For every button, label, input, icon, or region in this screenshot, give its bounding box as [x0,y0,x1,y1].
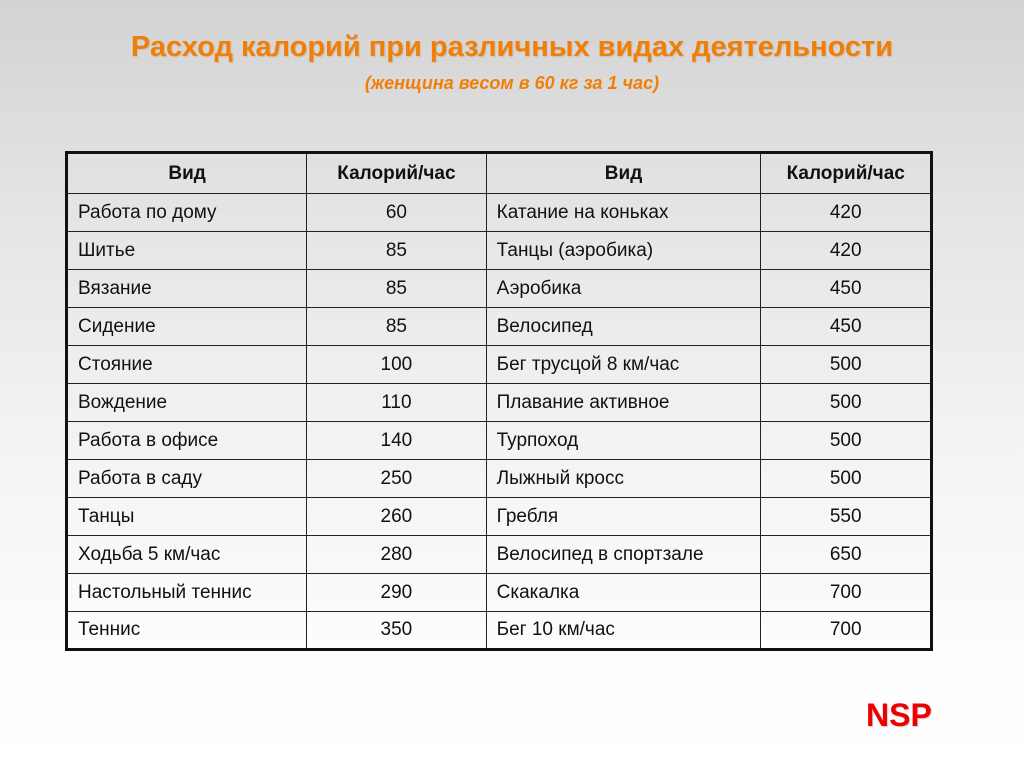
cell-activity-1: Настольный теннис [67,574,307,612]
cell-calories-2: 500 [761,346,932,384]
cell-activity-1: Стояние [67,346,307,384]
cell-activity-2: Велосипед [486,308,761,346]
cell-activity-1: Работа в офисе [67,422,307,460]
table-row [67,536,932,574]
table-row [67,422,932,460]
table-row [67,270,932,308]
cell-activity-1: Работа в саду [67,460,307,498]
cell-activity-2: Танцы (аэробика) [486,232,761,270]
cell-calories-1: 350 [307,612,486,650]
cell-activity-2: Велосипед в спортзале [486,536,761,574]
header-calories-1: Калорий/час [307,153,486,194]
table-row [67,574,932,612]
cell-calories-2: 500 [761,422,932,460]
table-row [67,308,932,346]
cell-calories-2: 500 [761,460,932,498]
cell-calories-1: 85 [307,232,486,270]
table-header [67,153,932,194]
table-row [67,612,932,650]
cell-calories-2: 700 [761,612,932,650]
cell-activity-1: Теннис [67,612,307,650]
cell-activity-1: Шитье [67,232,307,270]
header-calories-2: Калорий/час [761,153,932,194]
cell-activity-1: Ходьба 5 км/час [67,536,307,574]
cell-calories-1: 60 [307,194,486,232]
calorie-table [65,151,933,651]
cell-calories-2: 700 [761,574,932,612]
cell-activity-1: Вождение [67,384,307,422]
cell-activity-2: Плавание активное [486,384,761,422]
cell-activity-2: Бег 10 км/час [486,612,761,650]
cell-calories-2: 450 [761,308,932,346]
cell-calories-2: 420 [761,232,932,270]
nsp-logo: NSP [866,697,932,733]
cell-calories-1: 250 [307,460,486,498]
table-row [67,194,932,232]
cell-activity-1: Сидение [67,308,307,346]
cell-calories-1: 140 [307,422,486,460]
table-row [67,460,932,498]
table-row [67,346,932,384]
cell-calories-1: 100 [307,346,486,384]
cell-calories-1: 260 [307,498,486,536]
cell-activity-2: Бег трусцой 8 км/час [486,346,761,384]
cell-calories-1: 85 [307,308,486,346]
cell-calories-1: 85 [307,270,486,308]
cell-activity-1: Работа по дому [67,194,307,232]
table-row [67,232,932,270]
cell-activity-2: Турпоход [486,422,761,460]
cell-activity-2: Катание на коньках [486,194,761,232]
cell-calories-1: 290 [307,574,486,612]
cell-activity-1: Вязание [67,270,307,308]
cell-calories-2: 420 [761,194,932,232]
header-row [67,153,932,194]
cell-calories-1: 280 [307,536,486,574]
cell-activity-1: Танцы [67,498,307,536]
cell-activity-2: Лыжный кросс [486,460,761,498]
cell-calories-2: 500 [761,384,932,422]
table-body [67,194,932,650]
table-row [67,498,932,536]
header-activity-2: Вид [486,153,761,194]
cell-calories-1: 110 [307,384,486,422]
cell-activity-2: Скакалка [486,574,761,612]
slide-subtitle: (женщина весом в 60 кг за 1 час) [364,73,660,93]
table-row [67,384,932,422]
cell-calories-2: 650 [761,536,932,574]
slide-title: Расход калорий при различных видах деятельности [130,31,894,63]
cell-calories-2: 550 [761,498,932,536]
cell-activity-2: Гребля [486,498,761,536]
header-activity-1: Вид [67,153,307,194]
cell-calories-2: 450 [761,270,932,308]
cell-activity-2: Аэробика [486,270,761,308]
